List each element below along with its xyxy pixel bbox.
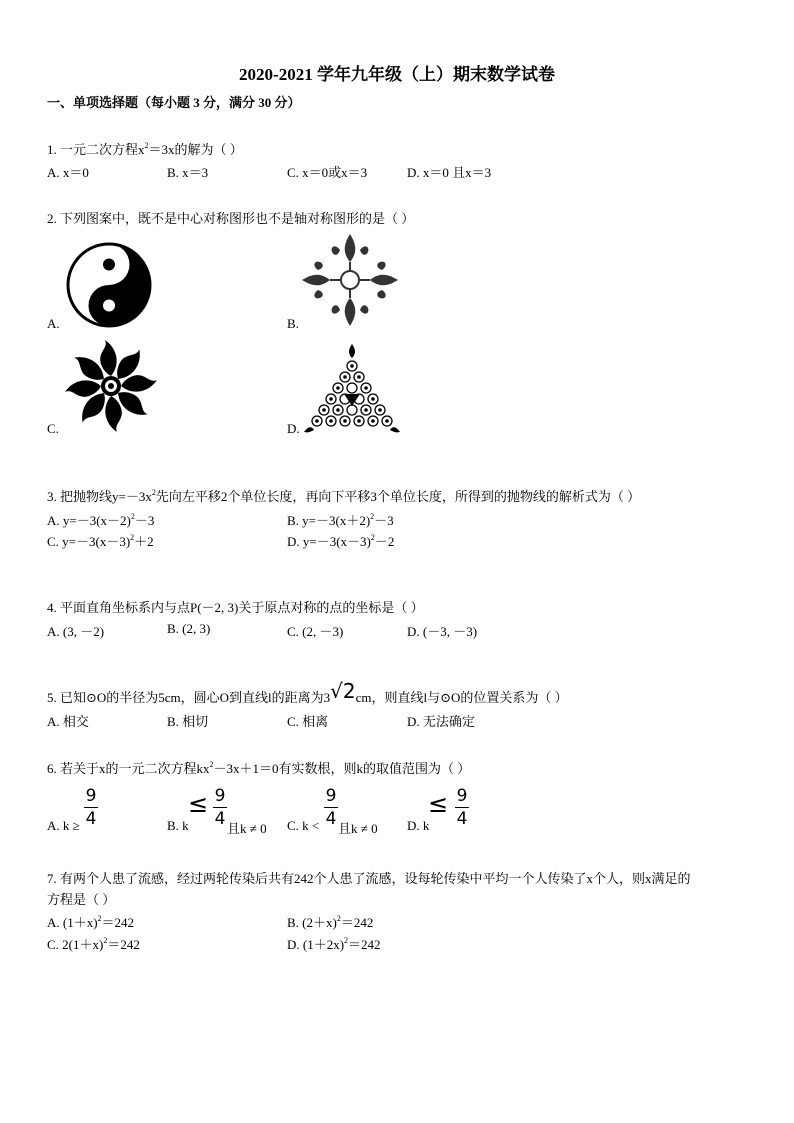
q7-option-c[interactable]: C. $2(1+x)^2=242$ [47,936,140,952]
question-3-stem: 3. 把抛物线$y=-3x^2$先向左平移2个单位长度，再向下平移3个单位长度，所得到的抛物线的解析式为（ ） [47,488,641,504]
q6-a-fraction: 9 4 [85,786,97,829]
q3-option-c[interactable]: C. $y=-3(x-3)^2+2$ [47,533,154,549]
q3-option-b[interactable]: B. $y=-3(x+2)^2-3$ [287,512,394,528]
q2-option-c[interactable]: C. [47,421,59,436]
q4-option-c[interactable]: C. (2, －3) [287,624,344,639]
question-7-stem-line2: 方程是（ ） [47,892,116,907]
section-heading: 一、单项选择题（每小题 3 分，满分 30 分） [47,95,301,110]
cross-ornament-figure [300,232,400,328]
q2-option-a[interactable]: A. [47,316,60,331]
q4-option-d[interactable]: D. (－3, －3) [407,624,478,639]
q1-option-c[interactable]: C. x＝0或x＝3 [287,165,368,180]
question-5-stem: 5. 已知⊙O的半径为5cm，圆心O到直线l的距离为3√2cm，则直线l与⊙O的位置关系为（ ） [47,679,568,705]
q1-option-d[interactable]: D. x＝0 且x＝3 [407,165,492,180]
q6-b-leq-sign: ≤ [188,790,209,818]
q3-option-a[interactable]: A. $y=-3(x-2)^2-3$ [47,512,155,528]
q4-option-a[interactable]: A. (3, －2) [47,624,105,639]
q6-c-fraction: 9 4 [325,786,337,829]
sqrt-two: √2 [330,679,356,703]
question-4-stem: 4. 平面直角坐标系内与点P(－2, 3)关于原点对称的点的坐标是（ ） [47,600,424,615]
q7-option-a[interactable]: A. $(1+x)^2=242$ [47,914,135,930]
yin-yang-figure [63,242,155,328]
q7-option-b[interactable]: B. $(2+x)^2=242$ [287,914,374,930]
triangle-ornament-figure [300,340,404,434]
q6-option-d[interactable]: D. k [407,818,430,833]
q1-option-a[interactable]: A. x＝0 [47,165,89,180]
q2-option-b[interactable]: B. [287,316,299,331]
q3-option-d[interactable]: D. $y=-3(x-3)^2-2$ [287,533,395,549]
q6-option-b[interactable]: B. k [167,818,189,833]
q5-option-c[interactable]: C. 相离 [287,714,329,729]
page-title: 2020-2021 学年九年级（上）期末数学试卷 [239,65,555,84]
q7-option-d[interactable]: D. $(1+2x)^2=242$ [287,936,381,952]
q4-option-b[interactable]: B. (2, 3) [167,621,211,636]
q5-option-a[interactable]: A. 相交 [47,714,89,729]
q5-option-d[interactable]: D. 无法确定 [407,714,475,729]
question-6-stem: 6. 若关于x的一元二次方程$kx^2-3x+1=0$有实数根，则k的取值范围为（ ） [47,760,471,776]
q6-option-c[interactable]: C. k < [287,818,320,833]
q6-d-leq-sign: ≤ [428,790,449,818]
q5-option-b[interactable]: B. 相切 [167,714,209,729]
question-1-stem: 1. 一元二次方程$x^2=3x$的解为（ ） [47,141,243,157]
question-2-stem: 2. 下列图案中，既不是中心对称图形也不是轴对称图形的是（ ） [47,211,415,226]
q2-option-d[interactable]: D. [287,421,300,436]
q6-option-a[interactable]: A. k ≥ [47,818,80,833]
question-7-stem-line1: 7. 有两个人患了流感，经过两轮传染后共有242个人患了流感，设每轮传染中平均一个人传染了x个人，则x满足的 [47,871,691,886]
q6-b-tail: 且k ≠ 0 [227,821,267,836]
q6-b-fraction: 9 4 [214,786,226,829]
q6-c-tail: 且k ≠ 0 [338,821,378,836]
q1-option-b[interactable]: B. x＝3 [167,165,209,180]
q6-d-fraction: 9 4 [456,786,468,829]
pinwheel-flower-figure [60,336,162,436]
